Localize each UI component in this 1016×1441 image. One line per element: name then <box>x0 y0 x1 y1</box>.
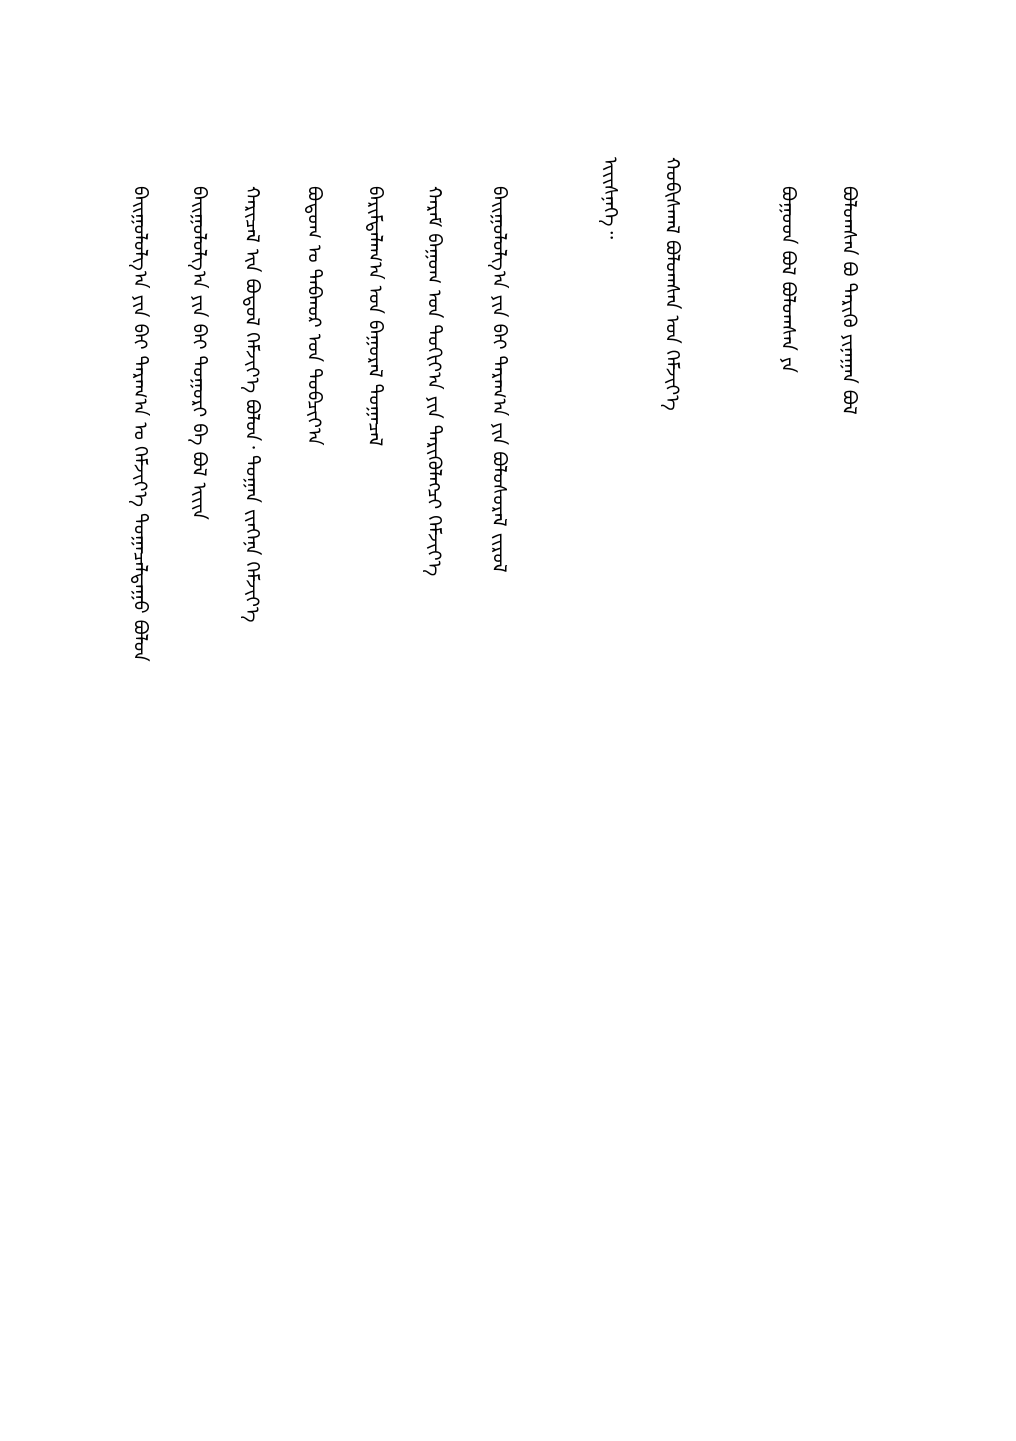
text-line-8: ᠪᠣᠳᠣᠭ ᠣ ᠳᠠᠪᠬᠤᠷ ᠤᠨ ᠲᠣᠪᠴᠢᠶ᠎ᠠ <box>303 186 325 446</box>
text-line-5: ᠪᠠᠢᠭᠤᠯᠤᠯᠭ᠎ᠠ ᠶᠢᠨ ᠪᠠᠢ ᠳᠠᠷᠠᠭ᠎ᠠ ᠶᠢᠨ ᠪᠣᠯᠣᠰᠤᠷᠠᠯ ᠵᠢᠷᠤᠯ <box>488 186 510 573</box>
text-line-11: ᠪᠠᠢᠭᠤᠯᠤᠯᠭ᠎ᠠ ᠶᠢᠨ ᠪᠠᠢ ᠳᠠᠷᠠᠭ᠎ᠠ ᠤ ᠬᠡᠮᠵᠢᠶ᠎ᠡ ᠲᠣᠭᠠᠴᠠᠯᠳᠠᠭᠤ ᠪᠣᠯᠤᠨ <box>129 186 151 662</box>
text-line-1: ᠪᠣᠯᠣᠭᠰᠠᠨ ᠪᠣ ᠲᠡᠷᠢᠭᠦ ᠶᠢᠨᠠᠭᠠᠨ ᠪᠣᠯ <box>838 186 860 415</box>
text-line-6: ᠬᠠᠷᠠᠮ ᠪᠠᠭᠤᠭ ᠤᠨ ᠳᠣᠬᠢᠶ᠎ᠠ ᠶᠢᠨ ᠲᠡᠷᠢᠭᠦᠯᠡᠭᠴᠢ ᠬᠡᠮᠵᠢᠶ᠎ᠡ <box>423 186 445 577</box>
text-line-9: ᠬᠠᠷᠢᠴᠠᠯ ᠢᠨ ᠪᠣᠳᠣᠯ ᠬᠡᠮᠵᠢᠶ᠎ᠡ ᠪᠣᠯᠣᠨ᠂ ᠲᠣᠭᠠᠨ ᠵᠢᠨᠬᠡᠨᠡ ᠬᠡᠮᠵᠢᠶ᠎ᠡ <box>241 186 263 623</box>
text-line-10: ᠪᠠᠢᠭᠤᠯᠤᠯᠭ᠎ᠠ ᠶᠢᠨ ᠪᠠᠢ ᠳᠣᠭᠣᠷᠢ ᠪᠠ ᠪᠣᠯ ᠢᠢᠢᠨ <box>188 186 210 520</box>
text-line-2: ᠪᠣᠭᠣᠳ ᠪᠣᠯ ᠪᠣᠯᠣᠭᠰᠠᠨ ᠶᠠ <box>777 186 799 373</box>
text-line-7: ᠪᠠᠷᠢᠮᠲᠠᠯᠠᠭ᠎ᠠ ᠤᠨ ᠪᠠᠭᠤᠷᠠᠯ ᠲᠣᠭᠠᠴᠠᠯ <box>364 186 386 447</box>
text-line-3: ᠬᠣᠪᠢᠰᠬᠠᠯ ᠪᠣᠯᠣᠭᠰᠠᠨ ᠤᠨ ᠬᠡᠮᠵᠢᠶ᠎ᠡ <box>661 157 683 411</box>
text-line-4: ᠢᠢᠢᠰᠨᠡᠭᠡ᠃ <box>599 157 621 240</box>
